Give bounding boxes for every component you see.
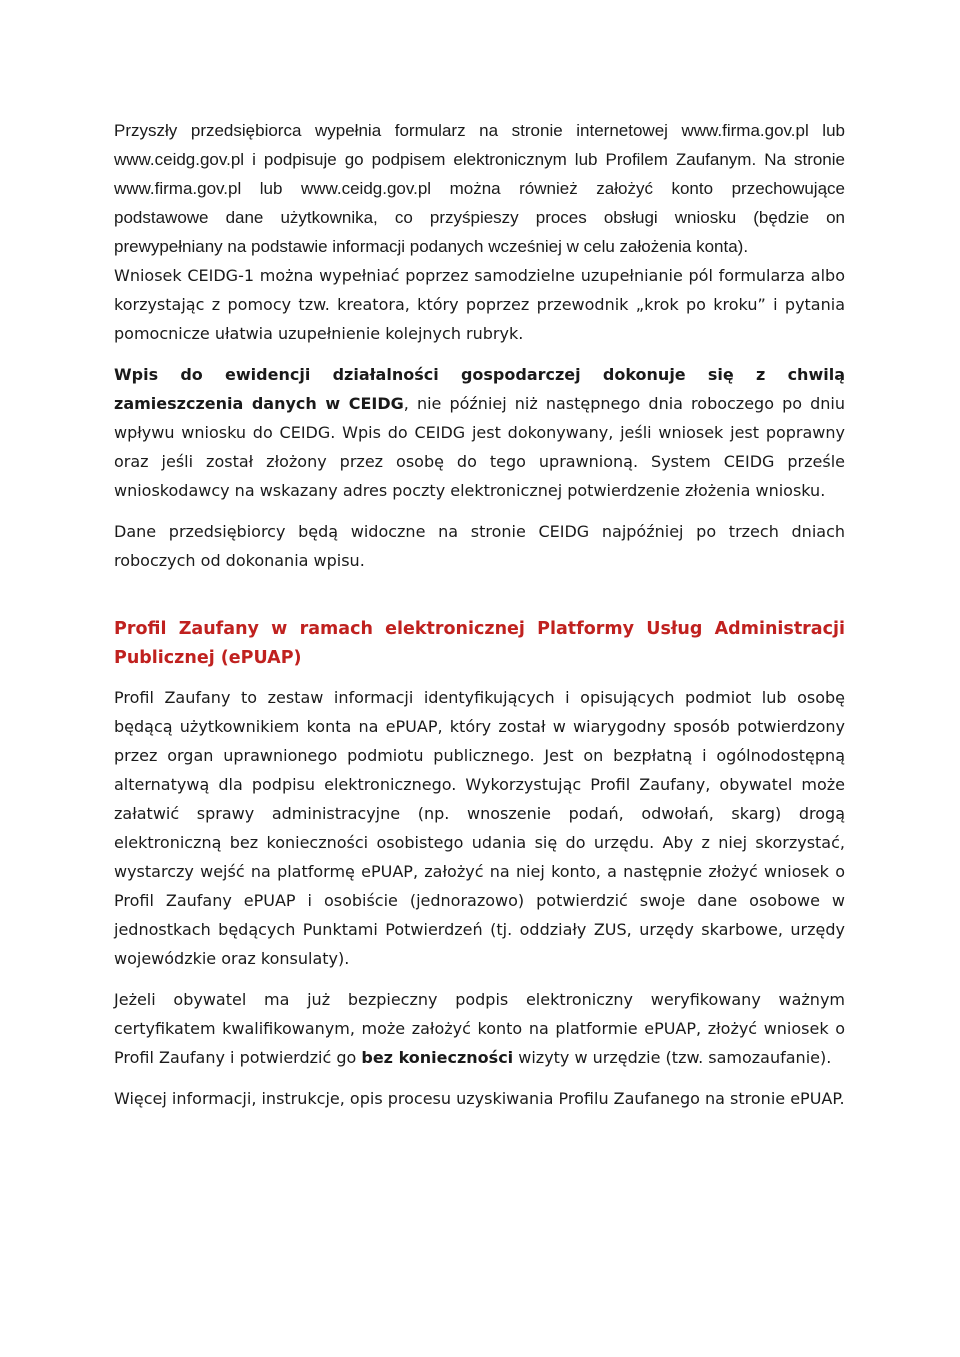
section-heading-profil-zaufany: Profil Zaufany w ramach elektronicznej Platformy Usług Administracji Publicznej (ePUAP) [114,619,845,668]
paragraph-ceidg-entry [114,360,845,505]
entry-text-rest: , nie później niż następnego dnia roboczego po dniu wpływu wniosku do CEIDG. Wpis do CEIDG jest dokonywany, jeśli wniosek jest poprawny oraz jeśli został złożony przez osobę do tego uprawnioną. System CEIDG prześle wnioskodawcy na wskazany adres poczty elektronicznej potwierdzenie złożenia wniosku. [114,394,845,500]
paragraph-profil-description: Profil Zaufany to zestaw informacji identyfikujących i opisujących podmiot lub osobę będącą użytkownikiem konta na ePUAP, który został w wiarygodny sposób potwierdzony przez organ uprawnionego podmiotu publicznego. Jest on bezpłatną i ogólnodostępną alternatywą dla podpisu elektronicznego. Wykorzystując Profil Zaufany, obywatel może załatwić sprawy administracyjne (np. wnoszenie podań, odwołań, skarg) drogą elektroniczną bez konieczności osobistego udania się do urzędu. Aby z niej skorzystać, wystarczy wejść na platformę ePUAP, założyć na niej konto, a następnie złożyć wniosek o Profil Zaufany ePUAP i osobiście (jednorazowo) potwierdzić swoje dane osobowe w jednostkach będących Punktami Potwierdzeń (tj. oddziały ZUS, urzędy skarbowe, urzędy wojewódzkie oraz konsulaty). [114,688,845,968]
document-page [114,116,845,1113]
self-trust-text-b: wizyty w urzędzie (tzw. samozaufanie). [513,1048,832,1067]
bold-entry-text: Wpis do ewidencji działalności gospodarczej dokonuje się z chwilą zamieszczenia danych w CEIDG [114,365,845,413]
paragraph-ceidg-form: Wniosek CEIDG-1 można wypełniać poprzez samodzielne uzupełnianie pól formularza albo korzystając z pomocy tzw. kreatora, który poprzez przewodnik „krok po kroku” i pytania pomocnicze ułatwia uzupełnienie kolejnych rubryk. [114,266,845,343]
self-trust-text-a: Jeżeli obywatel ma już bezpieczny podpis elektroniczny weryfikowany ważnym certyfikatem kwalifikowanym, może założyć konto na platformie ePUAP, złożyć wniosek o Profil Zaufany i potwierdzić go [114,990,845,1067]
paragraph-more-info: Więcej informacji, instrukcje, opis procesu uzyskiwania Profilu Zaufanego na stronie ePUAP. [114,1089,845,1108]
bold-no-need-text: bez konieczności [361,1048,514,1067]
paragraph-self-trust [114,985,845,1072]
paragraph-data-visibility: Dane przedsiębiorcy będą widoczne na stronie CEIDG najpóźniej po trzech dniach roboczych od dokonania wpisu. [114,522,845,570]
paragraph-firma-intro: Przyszły przedsiębiorca wypełnia formularz na stronie internetowej www.firma.gov.pl lub www.ceidg.gov.pl i podpisuje go podpisem elektronicznym lub Profilem Zaufanym. Na stronie www.firma.gov.pl lub www.ceidg.gov.pl można również założyć konto przechowujące podstawowe dane użytkownika, co przyśpieszy proces obsługi wniosku (będzie on prewypełniany na podstawie informacji podanych wcześniej w celu założenia konta). [114,121,845,256]
